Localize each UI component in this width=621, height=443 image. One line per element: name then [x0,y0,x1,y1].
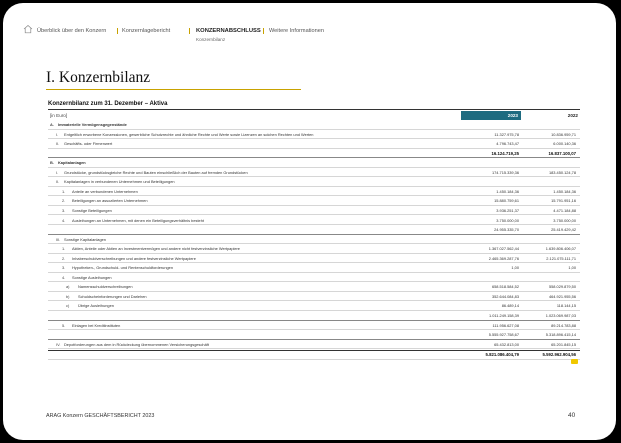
value-2022: 1.450.184,36 [553,188,576,194]
table-row [48,121,580,130]
footer-title: ARAG Konzern GESCHÄFTSBERICHT 2023 [46,413,155,419]
row-label: Sonstige Kapitalanlagen [64,236,106,242]
title-underline [46,89,301,90]
table-row [48,131,580,140]
value-2022: 16.837.100,07 [548,150,576,156]
row-number: b) [66,293,70,299]
value-2023: 15.880.759,61 [494,198,519,204]
row-number: I. [56,131,59,137]
value-2023: 1.011.249.158,39 [489,313,519,318]
row-label: Sonstige Beteiligungen [72,207,112,213]
page-number: 40 [568,412,576,419]
table-row [48,341,580,350]
value-2023: 5.555.927.758,67 [488,332,519,338]
row-number: 3. [62,207,66,213]
row-label: Namensschuldverschreibungen [78,284,133,290]
table-row [48,207,580,216]
value-2023: 1.367.027.562,44 [488,246,519,252]
row-number: A. [50,122,54,127]
table-row [48,312,580,321]
table-header [48,111,580,120]
value-2022: 4.471.184,88 [553,207,576,213]
row-label: Schuldscheinforderungen und Darlehen [78,293,147,299]
row-label: Sonstige Ausleihungen [72,274,112,280]
row-number: 2. [62,255,66,261]
nav-separator [263,28,264,34]
value-2022: 1.639.806.406,07 [545,246,576,252]
row-number: IV. [56,341,61,347]
nav-separator [189,28,190,34]
value-2022: 89.214.783,88 [551,322,576,328]
value-2023: 174.715.339,36 [491,169,519,175]
table-top-rule [48,109,580,110]
value-2022: 464.921.955,56 [548,293,576,299]
table-row [48,245,580,254]
value-2022: 183.450.124,78 [548,169,576,175]
row-number: 1. [62,246,66,252]
table-row [48,274,580,283]
value-2023: 3.750.000,00 [496,217,519,223]
row-number: 1. [62,188,66,194]
nav-item-overview[interactable]: Überblick über den Konzern [37,28,107,34]
home-icon[interactable] [23,24,33,34]
row-number: c) [66,303,70,309]
value-2023: 111.956.627,08 [492,322,519,328]
table-row [48,255,580,264]
row-label: Einlagen bei Kreditinstituten [72,322,121,328]
table-row [48,140,580,149]
table-row [48,226,580,235]
row-number: I. [56,169,59,175]
table-row [48,350,580,360]
nav-separator [117,28,118,34]
row-label: Geschäfts- oder Firmenwert [64,141,113,147]
value-2022: 3.750.000,00 [553,217,576,223]
row-number: 2. [62,198,66,204]
value-2023: 2.465.369.287,76 [488,255,519,261]
table-row [48,150,580,159]
row-label: Immaterielle Vermögensgegenstände [58,122,127,127]
row-number: 4. [62,217,66,223]
row-label: Beteiligungen an assoziierten Unternehmen [72,198,148,204]
row-label: Hypotheken-, Grundschuld- und Rentenschuldforderungen [72,265,174,271]
table-row [48,188,580,197]
value-2023: 24.955.335,70 [494,227,519,233]
nav-subtitle: Konzernbilanz [196,37,226,42]
value-2022: 1.023.069.987,03 [545,313,576,318]
value-2022: 5.592.962.904,56 [542,352,576,358]
nav-item-further-information[interactable]: Weitere Informationen [269,28,324,34]
table-title: Konzernbilanz zum 31. Dezember – Aktiva [48,101,168,107]
row-number: 5. [62,322,66,328]
table-row [48,283,580,292]
value-2022: 1,00 [568,265,576,271]
value-2022: 25.419.429,42 [551,227,576,233]
row-number: 4. [62,274,66,280]
value-2023: 352.644.084,83 [491,293,519,299]
table-row [48,159,580,168]
value-2023: 658.518.584,52 [491,284,519,290]
nav-item-management-report[interactable]: Konzernlagebericht [122,28,171,34]
table-row [48,293,580,302]
row-number: B. [50,160,54,166]
column-header-2022: 2022 [567,113,578,118]
value-2023: 1.450.184,36 [496,188,519,194]
table-row [48,217,580,226]
row-number: III. [56,236,61,242]
value-2023: 4.796.743,47 [496,141,519,147]
value-2022: 10.836.959,71 [551,131,576,137]
value-2022: 65.201.845,15 [551,341,576,347]
value-2022: 558.029.879,50 [548,284,576,290]
nav-item-financial-statements[interactable]: KONZERNABSCHLUSS [196,28,261,34]
value-2023: 1,00 [511,265,519,271]
value-2023: 5.821.086.404,79 [485,352,519,358]
row-label: Grundstücke, grundstücksgleiche Rechte und Bauten einschließlich der Bauten auf fremden Grundstücken [64,169,248,175]
value-2022: 2.121.075.111,71 [546,255,576,261]
top-navigation [23,26,603,46]
column-header-2023: 2023 [461,111,521,120]
page-title: I. Konzernbilanz [46,69,151,86]
row-label: Aktien, Anteile oder Aktien an Investmentvermögen und andere nicht festverzinsliche Wertpapiere [72,246,240,252]
table-row [48,264,580,273]
value-2023: 86.489,14 [501,303,519,309]
row-number: 3. [62,265,66,271]
row-label: Depotforderungen aus dem in Rückdeckung übernommenen Versicherungsgeschäft [64,341,209,347]
report-page [3,3,616,440]
value-2022: 5.318.896.415,14 [545,332,576,338]
row-label: Kapitalanlagen [58,160,86,166]
unit-label: [in Euro] [50,113,68,118]
value-2023: 11.327.975,78 [494,131,519,137]
table-row [48,169,580,178]
table-row [48,322,580,331]
row-number: II. [56,141,60,147]
row-label: Entgeltlich erworbene Konzessionen, gewerbliche Schutzrechte und ähnliche Rechte und Werte sowie Lizenzen an solchen Rechten und Werten [64,131,314,137]
row-label: Kapitalanlagen in verbundenen Unternehmen und Beteiligungen [64,179,175,185]
table-row [48,197,580,206]
value-2022: 118.144,15 [556,303,576,309]
row-number: II. [56,179,60,185]
row-label: Ausleihungen an Unternehmen, mit denen ein Beteiligungsverhältnis besteht [72,217,204,223]
page-badge [571,359,578,364]
row-label: Anteile an verbundenen Unternehmen [72,188,138,194]
table-row [48,302,580,311]
value-2023: 3.936.251,37 [496,207,519,213]
row-label: Übrige Ausleihungen [78,303,114,309]
value-2022: 6.000.140,36 [553,141,576,147]
value-2023: 65.432.813,00 [494,341,519,347]
table-row [48,331,580,340]
row-number: a) [66,284,70,290]
row-label: Inhaberschuldverschreibungen und andere festverzinsliche Wertpapiere [72,255,196,261]
table-row [48,178,580,187]
value-2023: 16.124.719,25 [491,150,519,156]
table-row [48,236,580,245]
value-2022: 15.791.951,16 [551,198,576,204]
